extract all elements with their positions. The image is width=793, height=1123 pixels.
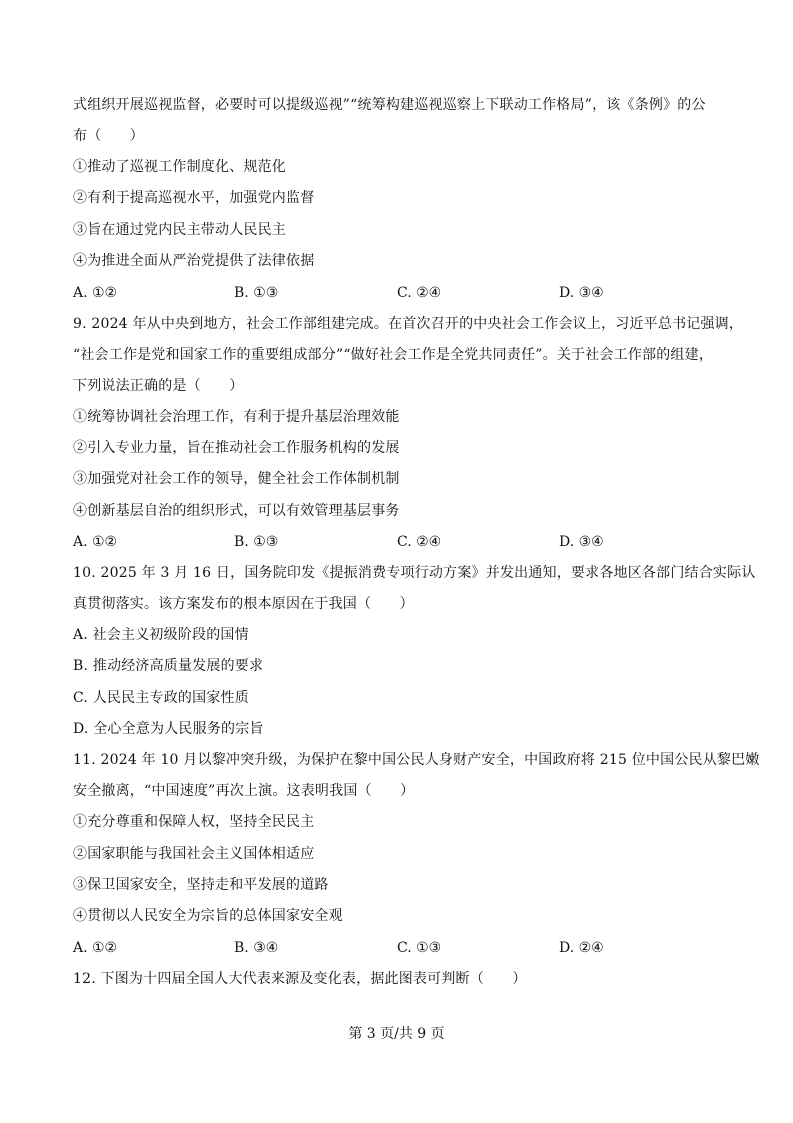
q8-item-1: ①推动了巡视工作制度化、规范化 <box>73 159 286 175</box>
q11-option-d[interactable]: D. ②④ <box>559 940 604 956</box>
q11-item-4: ④贯彻以人民安全为宗旨的总体国家安全观 <box>73 908 343 924</box>
q10-stem-line1: 10. 2025 年 3 月 16 日，国务院印发《提振消费专项行动方案》并发出通知，要求各地区各部门结合实际认 <box>73 565 756 581</box>
q11-stem-line2: 安全撤离，“中国速度”再次上演。这表明我国（ ） <box>73 783 415 799</box>
q9-option-b[interactable]: B. ①③ <box>234 534 279 550</box>
q9-stem-line2: “社会工作是党和国家工作的重要组成部分”“做好社会工作是全党共同责任”。关于社会工作部的组建， <box>73 347 714 363</box>
q11-item-3: ③保卫国家安全，坚持走和平发展的道路 <box>73 877 329 893</box>
q9-stem-line3: 下列说法正确的是（ ） <box>73 378 244 394</box>
q8-option-a[interactable]: A. ①② <box>73 285 118 301</box>
q11-option-a[interactable]: A. ①② <box>73 940 118 956</box>
q12-stem-line1: 12. 下图为十四届全国人大代表来源及变化表，据此图表可判断（ ） <box>73 971 527 987</box>
q9-item-2: ②引入专业力量，旨在推动社会工作服务机构的发展 <box>73 440 400 456</box>
q8-stem-line2: 布（ ） <box>73 128 144 144</box>
q11-stem-line1: 11. 2024 年 10 月以黎冲突升级，为保护在黎中国公民人身财产安全，中国政府将 215 位中国公民从黎巴嫩 <box>73 752 760 768</box>
q10-option-d[interactable]: D. 全心全意为人民服务的宗旨 <box>73 721 264 737</box>
q10-stem-line2: 真贯彻落实。该方案发布的根本原因在于我国（ ） <box>73 596 414 612</box>
q11-option-b[interactable]: B. ③④ <box>234 940 279 956</box>
q9-options <box>73 532 723 552</box>
q9-option-c[interactable]: C. ②④ <box>397 534 442 550</box>
q10-option-a[interactable]: A. 社会主义初级阶段的国情 <box>73 627 249 643</box>
page-footer: 第 3 页/共 9 页 <box>348 1026 445 1042</box>
q9-item-4: ④创新基层自治的组织形式，可以有效管理基层事务 <box>73 503 400 519</box>
q10-option-c[interactable]: C. 人民民主专政的国家性质 <box>73 690 249 706</box>
q8-option-c[interactable]: C. ②④ <box>397 285 442 301</box>
q11-item-1: ①充分尊重和保障人权，坚持全民民主 <box>73 814 315 830</box>
q9-item-3: ③加强党对社会工作的领导，健全社会工作体制机制 <box>73 471 400 487</box>
q11-item-2: ②国家职能与我国社会主义国体相适应 <box>73 846 315 862</box>
q11-option-c[interactable]: C. ①③ <box>397 940 442 956</box>
q9-stem-line1: 9. 2024 年从中央到地方，社会工作部组建完成。在首次召开的中央社会工作会议上，习近平总书记强调， <box>73 316 744 332</box>
q8-stem-line1: 式组织开展巡视监督，必要时可以提级巡视”“统筹构建巡视巡察上下联动工作格局”，该《条例》的公 <box>73 97 706 113</box>
q8-option-b[interactable]: B. ①③ <box>234 285 279 301</box>
q8-option-d[interactable]: D. ③④ <box>559 285 604 301</box>
q9-option-a[interactable]: A. ①② <box>73 534 118 550</box>
q11-options <box>73 938 723 958</box>
q8-options <box>73 283 723 303</box>
q9-option-d[interactable]: D. ③④ <box>559 534 604 550</box>
q9-item-1: ①统筹协调社会治理工作，有利于提升基层治理效能 <box>73 409 400 425</box>
q10-option-b[interactable]: B. 推动经济高质量发展的要求 <box>73 658 264 674</box>
q8-item-4: ④为推进全面从严治党提供了法律依据 <box>73 253 315 269</box>
q8-item-3: ③旨在通过党内民主带动人民民主 <box>73 222 286 238</box>
q8-item-2: ②有利于提高巡视水平，加强党内监督 <box>73 190 315 206</box>
